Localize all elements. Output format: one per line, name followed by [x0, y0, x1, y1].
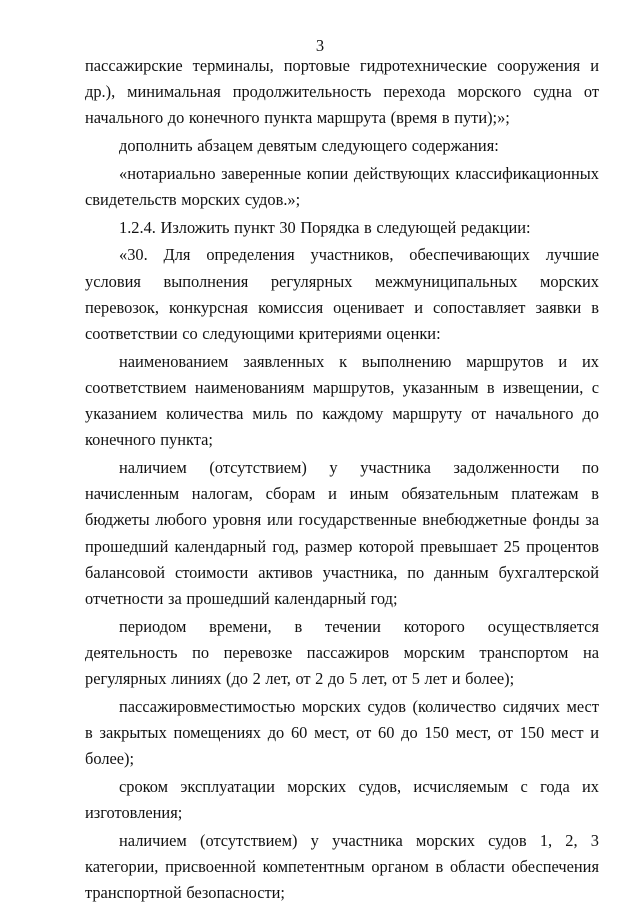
paragraph-amendment-intro: дополнить абзацем девятым следующего содержания:: [119, 136, 499, 156]
paragraph-criterion-capacity: пассажировместимостью морских судов (количество сидячих мест в закрытых помещениях до 60 мест, от 60 до 150 мест, от 150 мест и более);: [85, 696, 599, 769]
paragraph-criterion-vessel-age: сроком эксплуатации морских судов, исчисляемым с года их изготовления;: [85, 776, 599, 823]
paragraph-criterion-routes: наименованием заявленных к выполнению маршрутов и их соответствием наименованиям маршрутов, указанным в извещении, с указанием количества миль по каждому маршруту от начального до конечного пункта;: [85, 351, 599, 450]
paragraph-continuation: пассажирские терминалы, портовые гидротехнические сооружения и др.), минимальная продолжительность перехода морского судна от начального до конечного пункта маршрута (время в пути);»;: [85, 56, 599, 128]
paragraph-notarized-copies: «нотариально заверенные копии действующих классификационных свидетельств морских судов.»;: [85, 163, 599, 210]
paragraph-criterion-experience: периодом времени, в течении которого осуществляется деятельность по перевозке пассажиров морским транспортом на регулярных линиях (до 2 лет, от 2 до 5 лет, от 5 лет и более);: [85, 616, 599, 689]
paragraph-criterion-debt: наличием (отсутствием) у участника задолженности по начисленным налогам, сборам и иным обязательным платежам в бюджеты любого уровня или государственные внебюджетные фонды за прошедший календарный год, размер которой превышает 25 процентов балансовой стоимости активов участника, по данным бухгалтерской отчетности за прошедший календарный год;: [85, 458, 599, 609]
paragraph-clause-1-2-4: 1.2.4. Изложить пункт 30 Порядка в следующей редакции:: [119, 217, 531, 237]
paragraph-criterion-vessel-category: наличием (отсутствием) у участника морских судов 1, 2, 3 категории, присвоенной компетентным органом в области обеспечения транспортной безопасности;: [85, 830, 599, 903]
page-number: 3: [315, 36, 325, 55]
document-body: [85, 53, 599, 907]
paragraph-point-30: «30. Для определения участников, обеспечивающих лучшие условия выполнения регулярных межмуниципальных морских перевозок, конкурсная комиссия оценивает и сопоставляет заявки в соответствии со следующими критериями оценки:: [85, 245, 599, 344]
